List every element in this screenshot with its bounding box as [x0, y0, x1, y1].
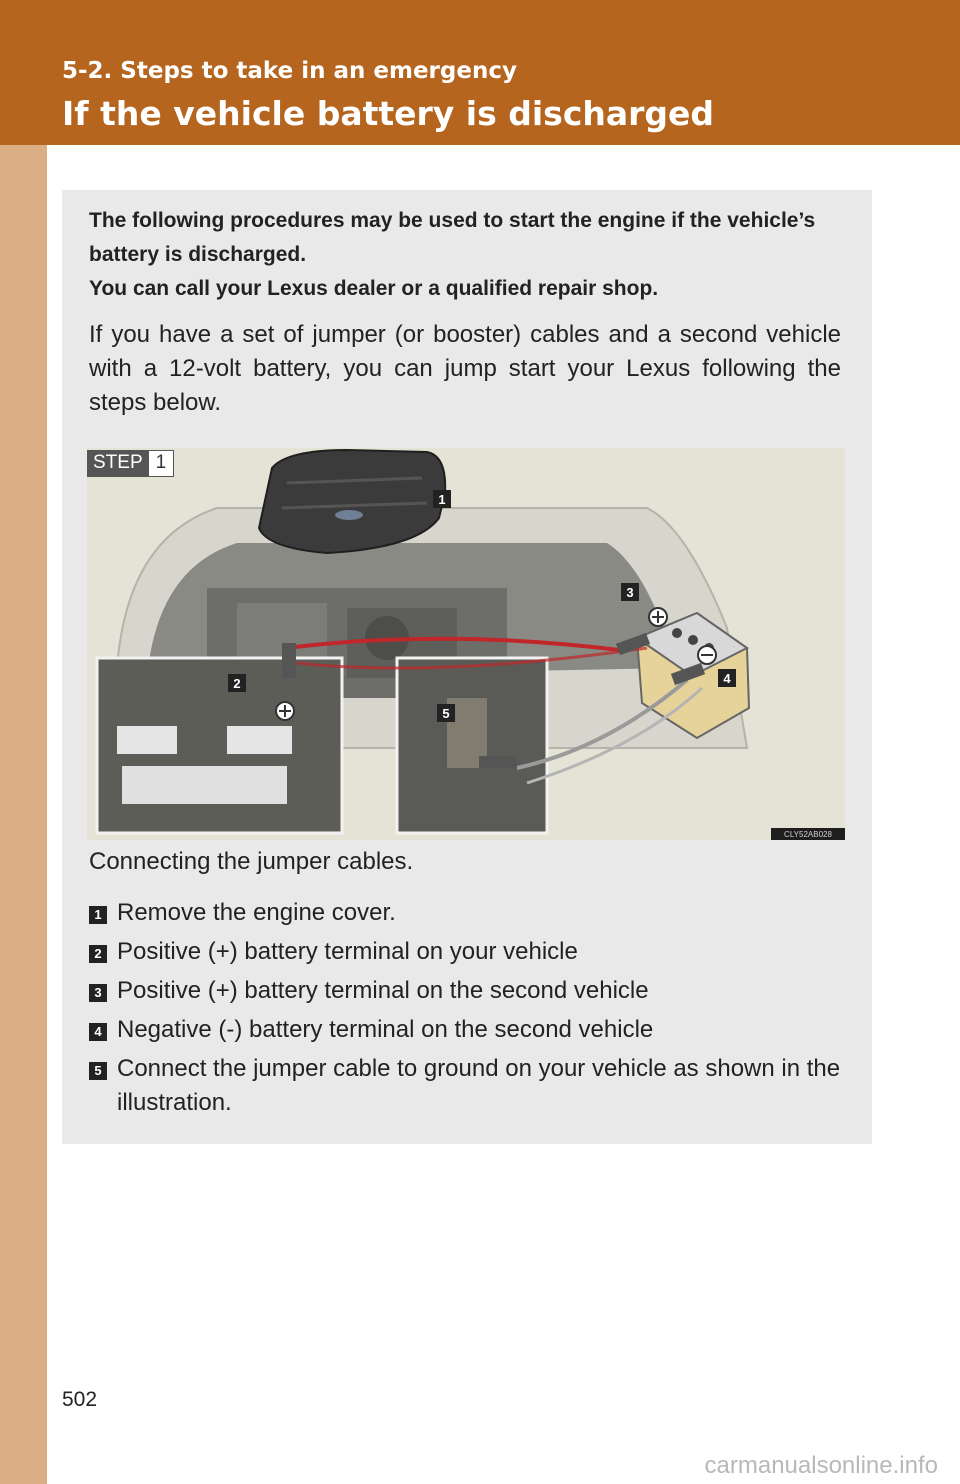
- figure-caption: Connecting the jumper cables.: [89, 848, 414, 875]
- legend-text: Remove the engine cover.: [117, 899, 396, 926]
- page-number: 502: [62, 1388, 98, 1411]
- callout-1: 1: [438, 492, 446, 507]
- legend-item: [89, 974, 849, 1008]
- legend-number: 5: [89, 1062, 107, 1080]
- legend-list: [89, 896, 849, 1125]
- intro-paragraph: If you have a set of jumper (or booster) cables and a second vehicle with a 12-volt battery, you can jump start your Lexus following the steps below.: [89, 321, 841, 416]
- legend-item: [89, 896, 849, 930]
- legend-number: 1: [89, 906, 107, 924]
- intro-notice: [89, 204, 841, 306]
- side-tab-strip: [0, 145, 47, 1484]
- legend-item: [89, 935, 849, 969]
- legend-text: Positive (+) battery terminal on the second vehicle: [117, 977, 649, 1004]
- intro-notice-line: The following procedures may be used to start the engine if the vehicle’s battery is discharged.: [89, 209, 816, 266]
- step-label: STEP: [88, 451, 149, 476]
- watermark-link[interactable]: carmanualsonline.info: [704, 1452, 938, 1479]
- step-number: 1: [155, 452, 167, 473]
- legend-item: [89, 1013, 849, 1047]
- jump-start-illustration: [87, 448, 845, 840]
- section-label: 5-2. Steps to take in an emergency: [62, 58, 517, 84]
- page-header: [0, 0, 960, 145]
- callout-4: 4: [723, 671, 731, 686]
- legend-text: Connect the jumper cable to ground on your vehicle as shown in the illustration.: [117, 1055, 841, 1116]
- legend-text: Positive (+) battery terminal on your vehicle: [117, 938, 578, 965]
- legend-number: 3: [89, 984, 107, 1002]
- callout-2: 2: [233, 676, 241, 691]
- callout-3: 3: [626, 585, 634, 600]
- legend-number: 4: [89, 1023, 107, 1041]
- callout-5: 5: [442, 706, 450, 721]
- figure-code: CLY52AB028: [784, 830, 832, 839]
- legend-number: 2: [89, 945, 107, 963]
- legend-text: Negative (-) battery terminal on the second vehicle: [117, 1016, 654, 1043]
- step-badge: [87, 450, 174, 477]
- intro-notice-line: You can call your Lexus dealer or a qualified repair shop.: [89, 277, 659, 300]
- page-title: If the vehicle battery is discharged: [62, 94, 715, 133]
- legend-item: [89, 1052, 849, 1120]
